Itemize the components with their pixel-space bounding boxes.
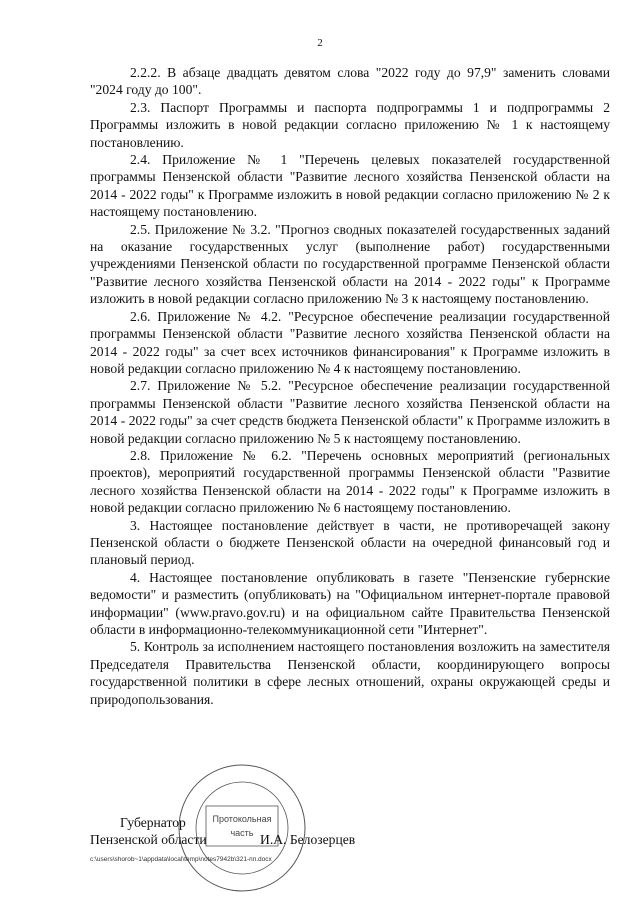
paragraph-2-3: 2.3. Паспорт Программы и паспорта подпрограммы 1 и подпрограммы 2 Программы изложить в новой редакции согласно приложению № 1 к настоящему постановлению. <box>90 99 610 150</box>
paragraph-2-8: 2.8. Приложение № 6.2. "Перечень основных мероприятий (региональных проектов), мероприятий государственной программы Пензенской области "Развитие лесного хозяйства Пензенской области на 2014 - 2022 годы" к Программе изложить в новой редакции согласно приложению № 6 настоящему постановлению. <box>90 447 610 516</box>
paragraph-2-7: 2.7. Приложение № 5.2. "Ресурсное обеспечение реализации государственной программы Пензенской области "Развитие лесного хозяйства Пензенской области на 2014 - 2022 годы" за счет средств бюджета Пензенской области" к Программе изложить в новой редакции согласно приложению № 5 к настоящему постановлению. <box>90 378 610 446</box>
signature-line <box>90 831 610 848</box>
paragraph-3: 3. Настоящее постановление действует в части, не противоречащей закону Пензенской области о бюджете Пензенской области на очередной финансовый год и плановый период. <box>90 517 610 568</box>
document-body <box>90 64 610 708</box>
paragraph-2-2-2: 2.2.2. В абзаце двадцать девятом слова "2022 году до 97,9" заменить словами "2024 году до 100". <box>90 65 610 98</box>
footer-file-path: c:\users\shorob~1\appdata\local\temp\notes7942b\321-пп.docx <box>90 856 272 863</box>
paragraph-2-5: 2.5. Приложение № 3.2. "Прогноз сводных показателей государственных заданий на оказание государственных услуг (выполнение работ) государственными учреждениями Пензенской области по государственной программе Пензенской области "Развитие лесного хозяйства Пензенской области на 2014 - 2022 годы" к Программе изложить в новой редакции согласно приложению № 3 к настоящему постановлению. <box>90 221 610 307</box>
paragraph-2-6: 2.6. Приложение № 4.2. "Ресурсное обеспечение реализации государственной программы Пензенской области "Развитие лесного хозяйства Пензенской области на 2014 - 2022 годы" за счет всех источников финансирования" к Программе изложить в новой редакции согласно приложению № 4 к настоящему постановлению. <box>90 308 610 376</box>
stamp-line-2: часть <box>230 828 254 838</box>
paragraph-2-4: 2.4. Приложение № 1 "Перечень целевых показателей государственной программы Пензенской области "Развитие лесного хозяйства Пензенской области на 2014 - 2022 годы" к Программе изложить в новой редакции согласно приложению № 2 к настоящему постановлению. <box>90 152 610 220</box>
signature-block <box>90 814 610 849</box>
signature-title: Губернатор <box>120 815 186 830</box>
page-number: 2 <box>317 37 323 49</box>
signature-region: Пензенской области <box>90 832 207 848</box>
paragraph-4: 4. Настоящее постановление опубликовать в газете "Пензенские губернские ведомости" и разместить (опубликовать) на "Официальном интернет-портале правовой информации" (www.pravo.gov.ru) и на официальном сайте Правительства Пензенской области в информационно-телекоммуникационной сети "Интернет". <box>90 569 610 637</box>
signature-name: И.А. Белозерцев <box>260 832 356 848</box>
stamp-line-1: Протокольная <box>212 814 272 824</box>
paragraph-5: 5. Контроль за исполнением настоящего постановления возложить на заместителя Председателя Правительства Пензенской области, координирующего вопросы государственной политики в сфере лесных отношений, охраны окружающей среды и природопользования. <box>90 639 610 707</box>
